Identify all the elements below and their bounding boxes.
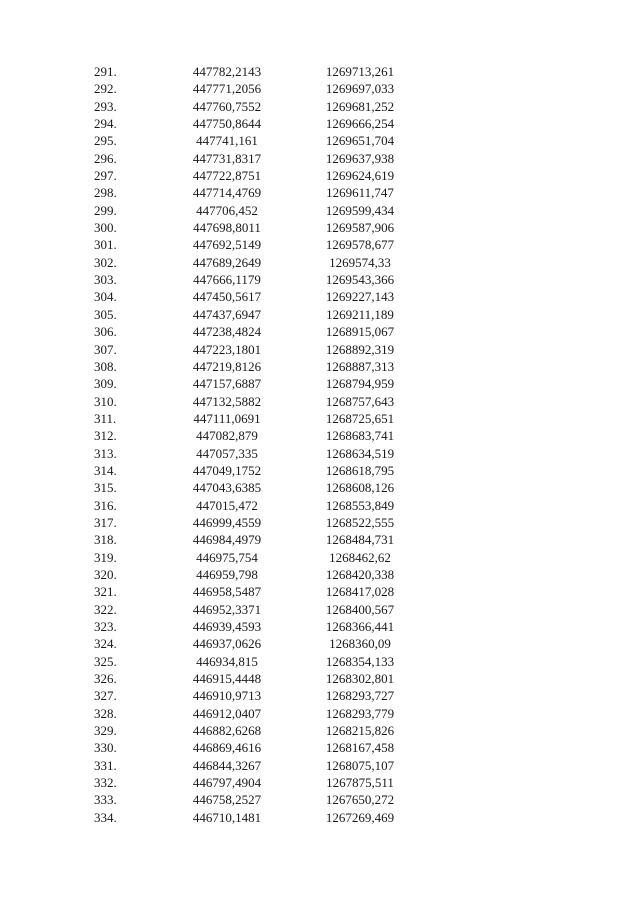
y-coordinate-cell: 1268366,441 xyxy=(325,619,395,634)
y-coordinate-cell: 1268420,338 xyxy=(325,566,395,582)
table-row xyxy=(0,653,640,670)
table-row xyxy=(0,236,640,253)
point-number-cell: 305. xyxy=(94,306,117,322)
table-row xyxy=(0,497,640,514)
x-coordinate-cell: 447698,8011 xyxy=(193,220,261,236)
x-coordinate-cell: 447741,161 xyxy=(196,133,258,149)
y-coordinate-cell: 1267875,511 xyxy=(326,775,394,791)
table-row xyxy=(0,514,640,531)
x-coordinate-cell: 447714,4769 xyxy=(192,185,262,201)
table-row xyxy=(0,115,640,132)
x-coordinate-cell: 447111,0691 xyxy=(193,410,261,426)
table-row xyxy=(0,601,640,618)
table-row xyxy=(0,167,640,184)
y-coordinate-cell: 1268618,795 xyxy=(325,462,395,478)
table-row xyxy=(0,531,640,548)
table-row xyxy=(0,757,640,774)
y-coordinate-cell: 1267650,272 xyxy=(325,792,395,808)
y-coordinate-cell: 1268293,727 xyxy=(325,688,395,704)
table-row xyxy=(0,427,640,444)
y-coordinate-cell: 1268522,555 xyxy=(325,514,395,530)
point-number-cell: 296. xyxy=(94,150,117,166)
point-number-cell: 315. xyxy=(94,480,117,496)
x-coordinate-cell: 446882,6268 xyxy=(192,723,262,739)
y-coordinate-cell: 1268302,801 xyxy=(325,671,395,687)
y-coordinate-cell: 1268400,567 xyxy=(325,601,395,617)
table-row xyxy=(0,722,640,739)
point-number-cell: 308. xyxy=(94,358,117,374)
x-coordinate-cell: 447450,5617 xyxy=(192,289,262,305)
x-coordinate-cell: 447706,452 xyxy=(196,202,258,218)
x-coordinate-cell: 447132,5882 xyxy=(192,393,262,409)
table-row xyxy=(0,375,640,392)
table-row xyxy=(0,358,640,375)
x-coordinate-cell: 447219,8126 xyxy=(192,358,262,374)
x-coordinate-cell: 446869,4616 xyxy=(192,740,262,756)
point-number-cell: 322. xyxy=(94,601,117,617)
y-coordinate-cell: 1269587,906 xyxy=(325,220,395,236)
y-coordinate-cell: 1268794,959 xyxy=(325,376,395,392)
table-row xyxy=(0,393,640,410)
point-number-cell: 295. xyxy=(94,133,117,149)
x-coordinate-cell: 447771,2056 xyxy=(192,81,262,97)
y-coordinate-cell: 1269574,33 xyxy=(329,254,391,270)
point-number-cell: 318. xyxy=(94,532,117,548)
table-row xyxy=(0,583,640,600)
table-row xyxy=(0,809,640,826)
point-number-cell: 325. xyxy=(94,653,117,669)
table-row xyxy=(0,63,640,80)
table-row xyxy=(0,774,640,791)
x-coordinate-cell: 446984,4979 xyxy=(192,532,262,548)
point-number-cell: 304. xyxy=(94,289,117,305)
y-coordinate-cell: 1268417,028 xyxy=(325,584,395,600)
table-row xyxy=(0,670,640,687)
table-row xyxy=(0,271,640,288)
y-coordinate-cell: 1268167,458 xyxy=(325,740,395,756)
table-row xyxy=(0,132,640,149)
point-number-cell: 311. xyxy=(94,410,117,426)
point-number-cell: 328. xyxy=(94,705,117,721)
x-coordinate-cell: 447223,1801 xyxy=(192,341,262,357)
x-coordinate-cell: 446710,1481 xyxy=(192,809,262,825)
point-number-cell: 310. xyxy=(94,393,117,409)
point-number-cell: 319. xyxy=(94,549,117,565)
table-row xyxy=(0,254,640,271)
point-number-cell: 331. xyxy=(94,757,117,773)
y-coordinate-cell: 1268887,313 xyxy=(325,358,395,374)
y-coordinate-cell: 1269611,747 xyxy=(326,185,394,201)
x-coordinate-cell: 446939,4593 xyxy=(192,619,262,634)
point-number-cell: 307. xyxy=(94,341,117,357)
x-coordinate-cell: 447666,1179 xyxy=(193,272,261,288)
point-number-cell: 327. xyxy=(94,688,117,704)
y-coordinate-cell: 1268360,09 xyxy=(329,636,391,652)
table-row xyxy=(0,150,640,167)
table-row xyxy=(0,341,640,358)
point-number-cell: 321. xyxy=(94,584,117,600)
x-coordinate-cell: 447043,6385 xyxy=(192,480,262,496)
table-row xyxy=(0,98,640,115)
y-coordinate-cell: 1269578,677 xyxy=(325,237,395,253)
point-number-cell: 298. xyxy=(94,185,117,201)
y-coordinate-cell: 1268354,133 xyxy=(325,653,395,669)
x-coordinate-cell: 446958,5487 xyxy=(192,584,262,600)
point-number-cell: 326. xyxy=(94,671,117,687)
y-coordinate-cell: 1269697,033 xyxy=(325,81,395,97)
y-coordinate-cell: 1269227,143 xyxy=(325,289,395,305)
point-number-cell: 320. xyxy=(94,566,117,582)
y-coordinate-cell: 1269681,252 xyxy=(325,98,395,114)
x-coordinate-cell: 446937,0626 xyxy=(192,636,262,652)
point-number-cell: 330. xyxy=(94,740,117,756)
point-number-cell: 316. xyxy=(94,497,117,513)
point-number-cell: 299. xyxy=(94,202,117,218)
y-coordinate-cell: 1268757,643 xyxy=(325,393,395,409)
x-coordinate-cell: 447082,879 xyxy=(196,428,258,444)
point-number-cell: 291. xyxy=(94,64,117,79)
x-coordinate-cell: 447689,2649 xyxy=(192,254,262,270)
table-row xyxy=(0,479,640,496)
point-number-cell: 293. xyxy=(94,98,117,114)
y-coordinate-cell: 1268915,067 xyxy=(325,324,395,340)
x-coordinate-cell: 447057,335 xyxy=(196,445,258,461)
x-coordinate-cell: 446959,798 xyxy=(196,566,258,582)
point-number-cell: 334. xyxy=(94,809,117,825)
table-row xyxy=(0,618,640,635)
point-number-cell: 302. xyxy=(94,254,117,270)
point-number-cell: 292. xyxy=(94,81,117,97)
x-coordinate-cell: 447760,7552 xyxy=(192,98,262,114)
x-coordinate-cell: 446975,754 xyxy=(196,549,258,565)
x-coordinate-cell: 447750,8644 xyxy=(192,116,262,132)
y-coordinate-cell: 1268293,779 xyxy=(325,705,395,721)
table-row xyxy=(0,791,640,808)
point-number-cell: 332. xyxy=(94,775,117,791)
y-coordinate-cell: 1267269,469 xyxy=(325,809,395,825)
x-coordinate-cell: 446912,0407 xyxy=(192,705,262,721)
table-row xyxy=(0,462,640,479)
x-coordinate-cell: 447692,5149 xyxy=(192,237,262,253)
table-row xyxy=(0,288,640,305)
table-row xyxy=(0,184,640,201)
x-coordinate-cell: 446952,3371 xyxy=(192,601,262,617)
point-number-cell: 306. xyxy=(94,324,117,340)
x-coordinate-cell: 446910,9713 xyxy=(192,688,262,704)
x-coordinate-cell: 447437,6947 xyxy=(192,306,262,322)
table-row xyxy=(0,739,640,756)
table-row xyxy=(0,705,640,722)
table-row xyxy=(0,80,640,97)
x-coordinate-cell: 447782,2143 xyxy=(192,64,262,79)
table-row xyxy=(0,202,640,219)
point-number-cell: 301. xyxy=(94,237,117,253)
y-coordinate-cell: 1269599,434 xyxy=(325,202,395,218)
y-coordinate-cell: 1268634,519 xyxy=(325,445,395,461)
x-coordinate-cell: 446999,4559 xyxy=(192,514,262,530)
y-coordinate-cell: 1268608,126 xyxy=(325,480,395,496)
table-row xyxy=(0,410,640,427)
table-row xyxy=(0,635,640,652)
table-row xyxy=(0,219,640,236)
point-number-cell: 313. xyxy=(94,445,117,461)
point-number-cell: 314. xyxy=(94,462,117,478)
y-coordinate-cell: 1269211,189 xyxy=(326,306,394,322)
y-coordinate-cell: 1268215,826 xyxy=(325,723,395,739)
y-coordinate-cell: 1268892,319 xyxy=(325,341,395,357)
point-number-cell: 312. xyxy=(94,428,117,444)
y-coordinate-cell: 1268725,651 xyxy=(325,410,395,426)
point-number-cell: 294. xyxy=(94,116,117,132)
x-coordinate-cell: 447157,6887 xyxy=(192,376,262,392)
x-coordinate-cell: 446915,4448 xyxy=(192,671,262,687)
y-coordinate-cell: 1269543,366 xyxy=(325,272,395,288)
x-coordinate-cell: 447731,8317 xyxy=(192,150,262,166)
point-number-cell: 324. xyxy=(94,636,117,652)
point-number-cell: 323. xyxy=(94,619,117,634)
point-number-cell: 303. xyxy=(94,272,117,288)
y-coordinate-cell: 1269651,704 xyxy=(325,133,395,149)
x-coordinate-cell: 446797,4904 xyxy=(192,775,262,791)
y-coordinate-cell: 1268075,107 xyxy=(325,757,395,773)
y-coordinate-cell: 1269624,619 xyxy=(325,168,395,184)
y-coordinate-cell: 1268484,731 xyxy=(325,532,395,548)
x-coordinate-cell: 447238,4824 xyxy=(192,324,262,340)
point-number-cell: 333. xyxy=(94,792,117,808)
x-coordinate-cell: 446844,3267 xyxy=(192,757,262,773)
x-coordinate-cell: 447049,1752 xyxy=(192,462,262,478)
point-number-cell: 297. xyxy=(94,168,117,184)
table-row xyxy=(0,306,640,323)
x-coordinate-cell: 447015,472 xyxy=(196,497,258,513)
table-row xyxy=(0,445,640,462)
y-coordinate-cell: 1269637,938 xyxy=(325,150,395,166)
table-row xyxy=(0,566,640,583)
y-coordinate-cell: 1268553,849 xyxy=(325,497,395,513)
y-coordinate-cell: 1268462,62 xyxy=(329,549,391,565)
y-coordinate-cell: 1268683,741 xyxy=(325,428,395,444)
table-row xyxy=(0,687,640,704)
point-number-cell: 329. xyxy=(94,723,117,739)
y-coordinate-cell: 1269713,261 xyxy=(325,64,395,79)
coordinate-table xyxy=(0,63,640,826)
y-coordinate-cell: 1269666,254 xyxy=(325,116,395,132)
table-row xyxy=(0,549,640,566)
x-coordinate-cell: 446934,815 xyxy=(196,653,258,669)
x-coordinate-cell: 446758,2527 xyxy=(192,792,262,808)
table-row xyxy=(0,323,640,340)
point-number-cell: 300. xyxy=(94,220,117,236)
point-number-cell: 317. xyxy=(94,514,117,530)
x-coordinate-cell: 447722,8751 xyxy=(192,168,262,184)
point-number-cell: 309. xyxy=(94,376,117,392)
